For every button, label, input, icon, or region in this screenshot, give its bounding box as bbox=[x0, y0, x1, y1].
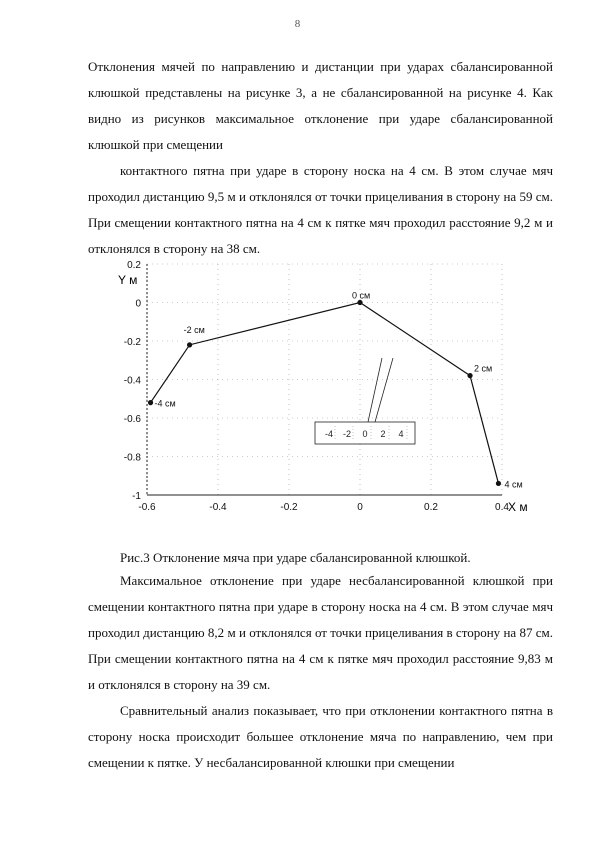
y-tick-label: -0.6 bbox=[123, 414, 141, 425]
page-number: 8 bbox=[294, 18, 301, 30]
paragraph-2: контактного пятна при ударе в сторону носка на 4 см. В этом случае мяч проходил дистанцию 9,5 м и отклонялся от точки прицеливания в сторону на 59 см. При смещении контактного пятна на 4 см к пятке мяч проходил расстояние 9,2 м и отклонялся в сторону на 38 см. bbox=[88, 163, 553, 256]
x-tick-label: 0 bbox=[357, 502, 363, 513]
deviation-chart bbox=[110, 254, 530, 524]
data-label: 0 см bbox=[352, 290, 371, 301]
y-tick-label: -0.8 bbox=[123, 452, 141, 464]
figure-caption: Рис.3 Отклонение мяча при ударе сбалансированной клюшкой. bbox=[120, 550, 471, 565]
paragraph-4: Сравнительный анализ показывает, что при отклонении контактного пятна в сторону носка происходит большее отклонение мяча по направлению, чем при смещении к пятке. У несбалансированной клюшки при смещении bbox=[88, 703, 553, 770]
x-tick-label: -0.6 bbox=[138, 502, 156, 513]
inset-label: -4 bbox=[324, 429, 334, 439]
data-point bbox=[357, 300, 362, 305]
x-axis-label: X м bbox=[508, 500, 528, 514]
inset-label: 0 bbox=[362, 429, 368, 439]
paragraph-3: Максимальное отклонение при ударе несбалансированной клюшкой при смещении контактного пятна при ударе в сторону носка на 4 см. В этом случае мяч проходил дистанцию 8,2 м и отклонялся от точки прицеливания в сторону на 87 см. При смещении контактного пятна на 4 см к пятке мяч проходил расстояние 9,83 м и отклонялся в сторону на 39 см. bbox=[88, 573, 553, 692]
chart-series bbox=[148, 291, 523, 490]
data-label: -2 см bbox=[183, 324, 205, 335]
data-point bbox=[187, 342, 192, 347]
y-tick-label: -1 bbox=[132, 491, 141, 502]
x-tick-label: 0.2 bbox=[424, 502, 438, 513]
data-point bbox=[148, 400, 153, 405]
inset-label: -2 bbox=[342, 429, 352, 439]
chart-axes bbox=[147, 264, 502, 495]
inset-ray-2 bbox=[375, 358, 393, 422]
x-tick-label: -0.4 bbox=[209, 502, 227, 513]
inset-label: 2 bbox=[380, 429, 386, 439]
data-label: 2 см bbox=[474, 363, 493, 374]
data-label: -4 см bbox=[154, 398, 176, 409]
data-point bbox=[496, 481, 501, 486]
y-tick-label: -0.2 bbox=[123, 337, 141, 348]
y-tick-label: 0 bbox=[135, 298, 141, 310]
chart-grid bbox=[147, 264, 502, 495]
chart-tick-labels bbox=[124, 260, 510, 513]
x-tick-label: -0.2 bbox=[280, 502, 298, 513]
x-tick-label: 0.4 bbox=[495, 502, 509, 513]
data-label: 4 см bbox=[504, 479, 523, 490]
club-inset bbox=[315, 358, 415, 444]
y-axis-label: Y м bbox=[118, 273, 138, 287]
paragraph-1: Отклонения мячей по направлению и дистанции при ударах сбалансированной клюшкой представлены на рисунке 3, а не сбалансированной на рисунке 4. Как видно из рисунков максимальное отклонение при ударе сбалансированной клюшкой при смещении bbox=[88, 59, 553, 152]
inset-label: 4 bbox=[398, 429, 404, 439]
data-point bbox=[467, 373, 472, 378]
y-tick-label: -0.4 bbox=[123, 375, 141, 387]
y-tick-label: 0.2 bbox=[127, 260, 141, 271]
inset-ray-1 bbox=[368, 358, 382, 422]
